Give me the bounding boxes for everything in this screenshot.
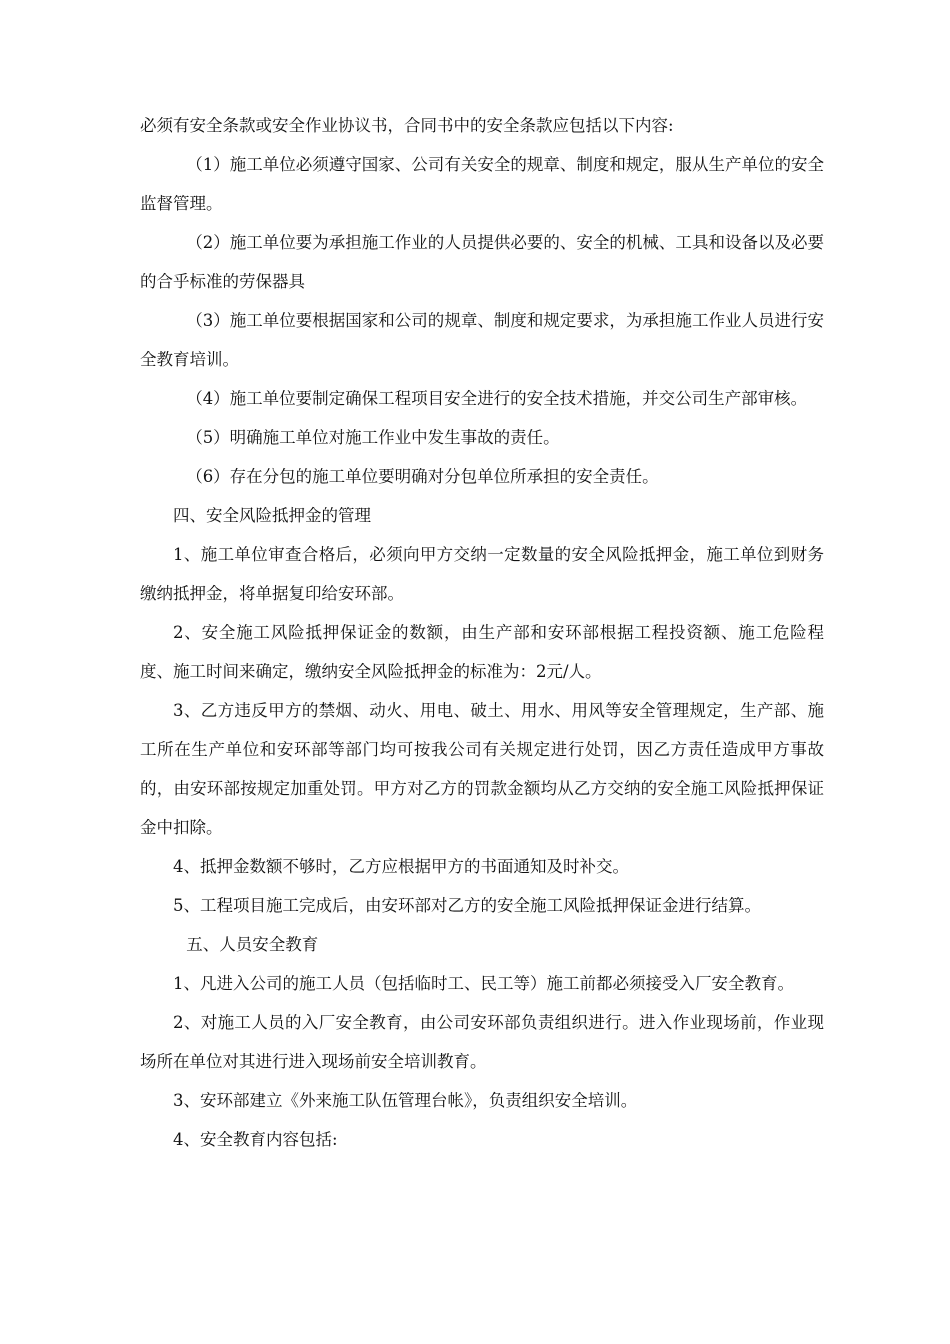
paragraph-clause-1: （1）施工单位必须遵守国家、公司有关安全的规章、制度和规定，服从生产单位的安全监督管理。 — [140, 155, 824, 213]
paragraph-education-3: 3、安环部建立《外来施工队伍管理台帐》，负责组织安全培训。 — [173, 1091, 638, 1110]
section-heading-5: 五、人员安全教育 — [186, 935, 319, 954]
paragraph-clause-4: （4）施工单位要制定确保工程项目安全进行的安全技术措施，并交公司生产部审核。 — [186, 389, 808, 408]
paragraph-clause-3: （3）施工单位要根据国家和公司的规章、制度和规定要求，为承担施工作业人员进行安全教育培训。 — [140, 311, 824, 369]
paragraph-clause-6: （6）存在分包的施工单位要明确对分包单位所承担的安全责任。 — [186, 467, 659, 486]
paragraph-deposit-1: 1、施工单位审查合格后，必须向甲方交纳一定数量的安全风险抵押金，施工单位到财务缴纳抵押金，将单据复印给安环部。 — [140, 545, 824, 603]
paragraph-education-2: 2、对施工人员的入厂安全教育，由公司安环部负责组织进行。进入作业现场前，作业现场所在单位对其进行进入现场前安全培训教育。 — [140, 1013, 824, 1071]
paragraph-intro: 必须有安全条款或安全作业协议书，合同书中的安全条款应包括以下内容: — [140, 116, 674, 135]
paragraph-deposit-2: 2、安全施工风险抵押保证金的数额，由生产部和安环部根据工程投资额、施工危险程度、施工时间来确定，缴纳安全风险抵押金的标准为：2元/人。 — [140, 623, 824, 681]
paragraph-deposit-4: 4、抵押金数额不够时，乙方应根据甲方的书面通知及时补交。 — [173, 857, 629, 876]
paragraph-deposit-3: 3、乙方违反甲方的禁烟、动火、用电、破土、用水、用风等安全管理规定，生产部、施工所在生产单位和安环部等部门均可按我公司有关规定进行处罚，因乙方责任造成甲方事故的，由安环部按规定加重处罚。甲方对乙方的罚款金额均从乙方交纳的安全施工风险抵押保证金中扣除。 — [140, 701, 824, 837]
paragraph-deposit-5: 5、工程项目施工完成后，由安环部对乙方的安全施工风险抵押保证金进行结算。 — [173, 896, 761, 915]
paragraph-clause-5: （5）明确施工单位对施工作业中发生事故的责任。 — [186, 428, 560, 447]
paragraph-education-1: 1、凡进入公司的施工人员（包括临时工、民工等）施工前都必须接受入厂安全教育。 — [173, 974, 794, 993]
section-heading-4: 四、安全风险抵押金的管理 — [173, 506, 371, 525]
paragraph-education-4: 4、安全教育内容包括: — [173, 1130, 338, 1149]
document-body — [140, 106, 824, 1159]
paragraph-clause-2: （2）施工单位要为承担施工作业的人员提供必要的、安全的机械、工具和设备以及必要的合乎标准的劳保器具 — [140, 233, 824, 291]
